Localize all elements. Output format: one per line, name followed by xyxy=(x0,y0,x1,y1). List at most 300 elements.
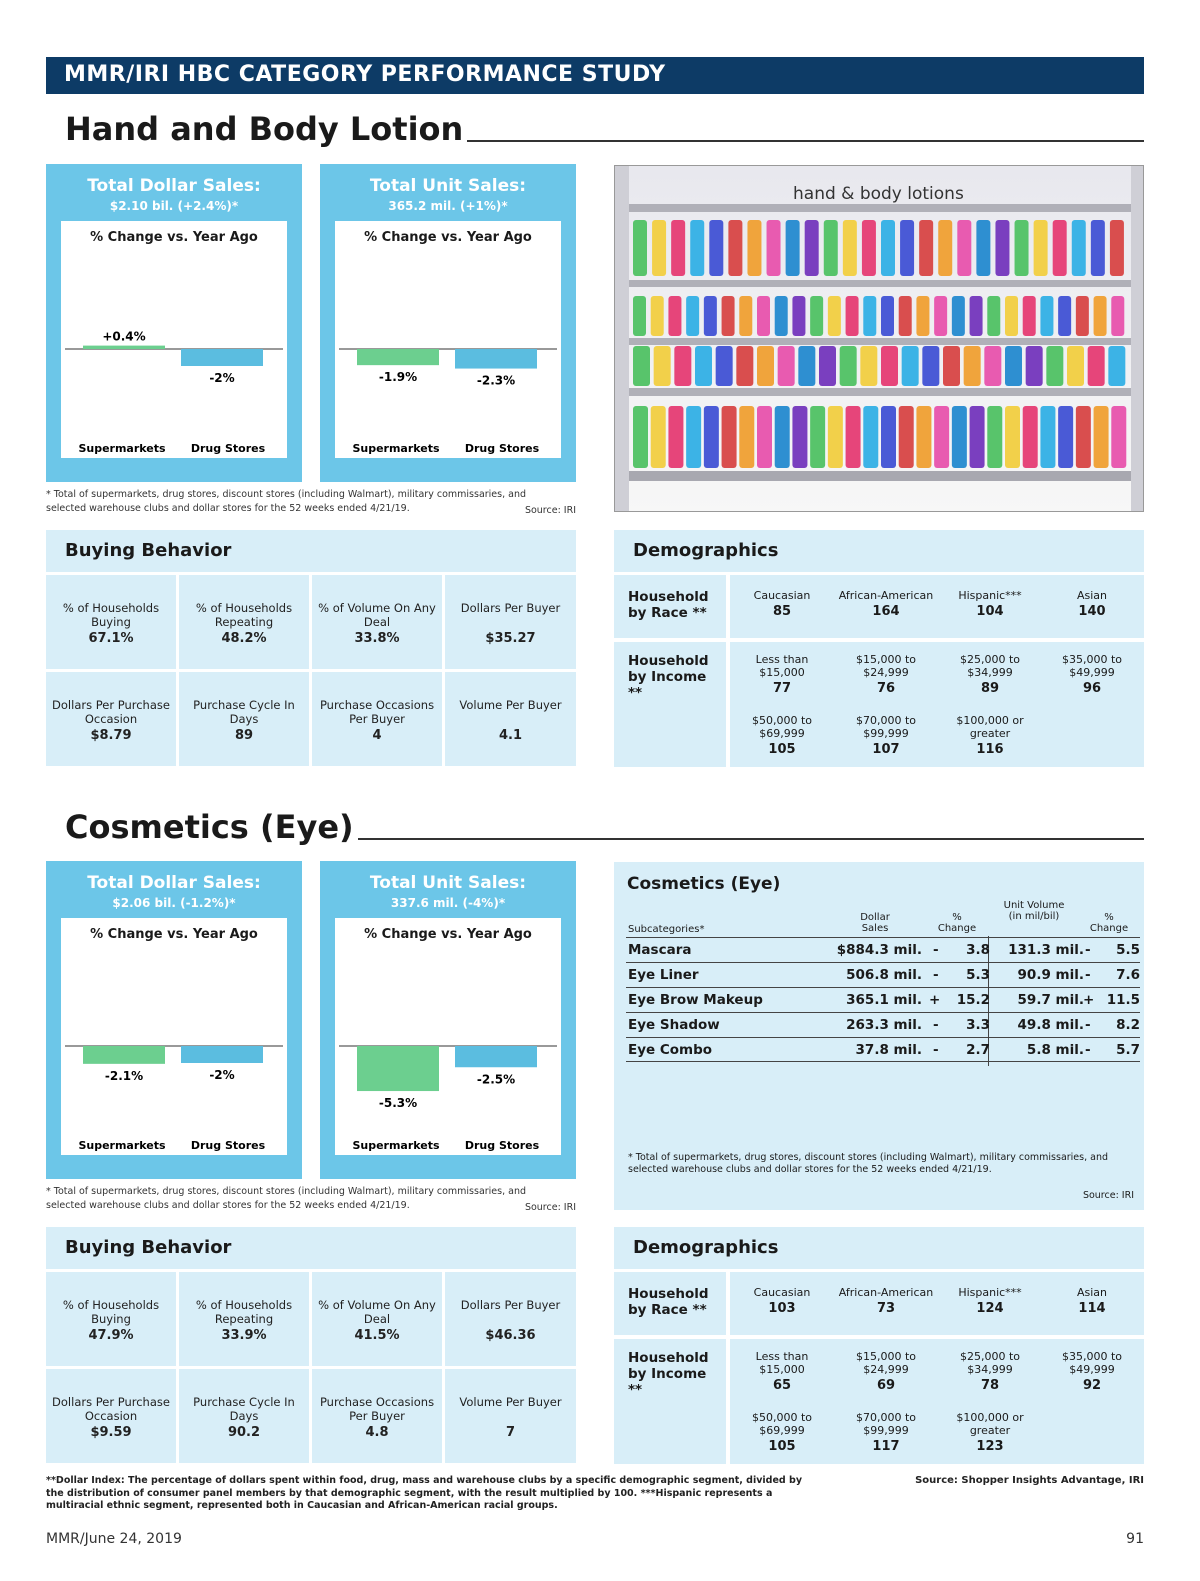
product-item xyxy=(747,220,761,276)
section-title-lotion: Hand and Body Lotion xyxy=(65,110,467,148)
row-name: Eye Combo xyxy=(628,1042,713,1058)
demo-label: $100,000 or greater xyxy=(956,714,1024,740)
product-item xyxy=(843,220,857,276)
demo-cell xyxy=(938,653,1042,695)
panel-title: Total Unit Sales: xyxy=(369,176,527,196)
product-item xyxy=(881,406,896,468)
row-unit: 59.7 mil. xyxy=(1017,992,1084,1008)
product-item xyxy=(846,296,859,336)
row-dollar: $884.3 mil. xyxy=(836,942,922,958)
demo-value: 76 xyxy=(876,681,896,696)
table-row xyxy=(626,962,1140,987)
row-unit: 90.9 mil. xyxy=(1017,967,1084,983)
demo-value: 105 xyxy=(768,1439,796,1454)
row-name: Eye Liner xyxy=(628,967,699,983)
demo-cell xyxy=(1040,1286,1144,1315)
product-item xyxy=(970,406,985,468)
product-item xyxy=(976,220,990,276)
demo-label: African-American xyxy=(838,589,934,602)
demo-label: $25,000 to $34,999 xyxy=(959,1350,1021,1376)
photo-sign: hand & body lotions xyxy=(793,184,964,204)
income-label: Household by Income ** xyxy=(628,653,709,701)
bb-label: % of Households Repeating xyxy=(195,1298,293,1326)
demo-value: 89 xyxy=(980,681,1000,696)
product-item xyxy=(722,296,735,336)
product-item xyxy=(654,346,671,386)
race-values xyxy=(730,1272,1144,1335)
bb-label: Dollars Per Purchase Occasion xyxy=(52,1395,170,1423)
product-item xyxy=(1091,220,1105,276)
product-item xyxy=(757,346,774,386)
section-rule xyxy=(440,140,1144,142)
bb-label: Purchase Occasions Per Buyer xyxy=(319,1395,435,1423)
demographics-eye xyxy=(614,1227,1144,1464)
product-item xyxy=(846,406,861,468)
bar-drug-stores xyxy=(181,1046,263,1063)
demographics-header xyxy=(614,1227,1144,1269)
chart-title: % Change vs. Year Ago xyxy=(90,230,258,245)
bb-cell xyxy=(445,672,576,766)
demo-label: Asian xyxy=(1076,589,1108,602)
row-pct: 7.6 xyxy=(1116,967,1140,983)
bb-value: 4.8 xyxy=(365,1425,389,1440)
chart-area xyxy=(335,918,561,1155)
data-label: -2.3% xyxy=(476,373,516,388)
product-item xyxy=(952,406,967,468)
bb-value: 90.2 xyxy=(227,1425,261,1440)
row-pct: 3.8 xyxy=(966,942,990,958)
product-item xyxy=(775,406,790,468)
section-rule xyxy=(322,838,1144,840)
bb-value: 4 xyxy=(372,728,382,743)
demo-cell xyxy=(834,1350,938,1392)
product-item xyxy=(934,296,947,336)
demo-label: $25,000 to $34,999 xyxy=(959,653,1021,679)
product-item xyxy=(1040,406,1055,468)
bb-label: Volume Per Buyer xyxy=(459,1395,562,1409)
bb-value: 67.1% xyxy=(88,631,134,646)
row-sign: - xyxy=(933,942,939,958)
demo-label: $50,000 to $69,999 xyxy=(751,1411,813,1437)
product-item xyxy=(1108,346,1125,386)
panel-title: Total Unit Sales: xyxy=(369,873,527,893)
race-label-cell xyxy=(614,575,726,638)
row-unit: 49.8 mil. xyxy=(1017,1017,1084,1033)
demo-value: 116 xyxy=(976,742,1004,757)
bb-label: % of Volume On Any Deal xyxy=(318,1298,436,1326)
bb-value: 33.8% xyxy=(354,631,400,646)
row-name: Eye Brow Makeup xyxy=(628,992,763,1008)
product-item xyxy=(1058,296,1071,336)
product-item xyxy=(900,220,914,276)
bb-cell xyxy=(312,1369,442,1463)
bb-value: 48.2% xyxy=(221,631,267,646)
product-item xyxy=(633,346,650,386)
product-item xyxy=(916,296,929,336)
product-item xyxy=(695,346,712,386)
row-sign: - xyxy=(933,1042,939,1058)
product-item xyxy=(798,346,815,386)
table-row xyxy=(626,1037,1140,1062)
demo-value: 117 xyxy=(872,1439,900,1454)
bb-cell xyxy=(312,672,442,766)
demo-value: 107 xyxy=(872,742,900,757)
product-item xyxy=(792,296,805,336)
category-label: Supermarkets xyxy=(352,1139,440,1152)
bar-supermarkets xyxy=(83,346,165,349)
bb-label: Dollars Per Buyer xyxy=(460,1298,561,1312)
bar-supermarkets xyxy=(83,1046,165,1064)
header-subcategories: Subcategories* xyxy=(628,924,705,935)
product-item xyxy=(704,406,719,468)
bar-chart xyxy=(61,221,287,458)
demo-value: 164 xyxy=(872,604,900,619)
demo-cell xyxy=(730,1286,834,1315)
bar-drug-stores xyxy=(455,349,537,369)
demo-cell xyxy=(730,653,834,695)
bb-label: Dollars Per Buyer xyxy=(460,601,561,615)
bb-cell xyxy=(179,575,309,669)
product-item xyxy=(810,406,825,468)
row-sign: - xyxy=(1085,967,1091,983)
row-sign: + xyxy=(929,992,941,1008)
bb-cell xyxy=(179,1369,309,1463)
demo-cell xyxy=(938,1350,1042,1392)
demo-cell xyxy=(938,1411,1042,1453)
product-item xyxy=(1015,220,1029,276)
data-label: +0.4% xyxy=(102,329,146,344)
demo-cell xyxy=(1040,653,1144,695)
row-name: Mascara xyxy=(628,942,692,958)
demo-label: $100,000 or greater xyxy=(956,1411,1024,1437)
category-label: Drug Stores xyxy=(464,442,540,455)
product-item xyxy=(674,346,691,386)
row-pct: 15.2 xyxy=(956,992,990,1008)
buying-behavior-lotion xyxy=(46,530,576,767)
product-item xyxy=(943,346,960,386)
data-label: -2% xyxy=(209,1068,235,1082)
product-item xyxy=(1023,406,1038,468)
demo-value: 92 xyxy=(1082,1378,1102,1393)
product-item xyxy=(828,296,841,336)
product-item xyxy=(686,406,701,468)
table-row xyxy=(626,987,1140,1012)
product-item xyxy=(668,296,681,336)
row-sign: + xyxy=(1083,992,1095,1008)
product-item xyxy=(828,406,843,468)
header-unit-volume: Unit Volume (in mil/bil) xyxy=(1003,900,1065,922)
footnote-source: Source: IRI xyxy=(524,1202,576,1213)
demo-cell xyxy=(834,1286,938,1315)
product-item xyxy=(1026,346,1043,386)
demo-label: Less than $15,000 xyxy=(755,653,809,679)
product-item xyxy=(964,346,981,386)
demographics-title: Demographics xyxy=(633,1237,779,1258)
bb-value: 47.9% xyxy=(88,1328,134,1343)
header-dollar-sales: Dollar Sales xyxy=(860,912,890,934)
bar-supermarkets xyxy=(357,1046,439,1091)
product-item xyxy=(1058,406,1073,468)
data-label: -2.1% xyxy=(104,1068,144,1083)
sales-footnote xyxy=(46,488,576,518)
bb-value: 7 xyxy=(505,1425,516,1440)
shelf-illustration xyxy=(615,166,1144,512)
chart-title: % Change vs. Year Ago xyxy=(90,927,258,942)
demo-value: 69 xyxy=(876,1378,896,1393)
product-item xyxy=(1111,406,1126,468)
row-pct: 8.2 xyxy=(1116,1017,1140,1033)
product-item xyxy=(952,296,965,336)
product-item xyxy=(633,220,647,276)
buying-behavior-title: Buying Behavior xyxy=(65,540,232,561)
product-item xyxy=(1094,296,1107,336)
product-item xyxy=(739,406,754,468)
demo-cell xyxy=(730,589,834,618)
demo-cell xyxy=(730,714,834,756)
row-pct: 5.3 xyxy=(966,967,990,983)
race-label-cell xyxy=(614,1272,726,1335)
product-item xyxy=(987,296,1000,336)
product-item xyxy=(922,346,939,386)
product-item xyxy=(736,346,753,386)
table-note: * Total of supermarkets, drug stores, discount stores (including Walmart), military commissaries, and selected warehouse clubs and dollar stores for the 52 weeks ended 4/21/19. xyxy=(628,1152,1109,1175)
bb-label: Purchase Cycle In Days xyxy=(193,1395,295,1423)
table-title: Cosmetics (Eye) xyxy=(627,874,781,894)
bar-supermarkets xyxy=(357,349,439,365)
product-item xyxy=(881,220,895,276)
panel-title: Total Dollar Sales: xyxy=(87,873,261,893)
row-dollar: 37.8 mil. xyxy=(855,1042,922,1058)
footnote-text: * Total of supermarkets, drug stores, discount stores (including Walmart), military commissaries, and selected warehouse clubs and dollar stores for the 52 weeks ended 4/21/19. xyxy=(46,1186,527,1211)
bb-cell xyxy=(46,672,176,766)
product-item xyxy=(863,296,876,336)
demo-cell xyxy=(938,589,1042,618)
demo-value: 124 xyxy=(976,1301,1004,1316)
data-label: -1.9% xyxy=(378,370,418,385)
bb-cell xyxy=(312,1272,442,1366)
product-item xyxy=(881,296,894,336)
income-label-cell xyxy=(614,642,726,767)
product-item xyxy=(987,406,1002,468)
product-item xyxy=(757,296,770,336)
bb-value: 89 xyxy=(234,728,254,743)
report-banner xyxy=(46,57,1144,94)
footnote-source: Source: IRI xyxy=(524,505,576,516)
row-unit: 131.3 mil. xyxy=(1008,942,1084,958)
demo-label: $35,000 to $49,999 xyxy=(1061,1350,1123,1376)
income-values xyxy=(730,1339,1144,1464)
income-label: Household by Income ** xyxy=(628,1350,709,1398)
bb-label: % of Households Buying xyxy=(62,1298,160,1326)
row-pct: 11.5 xyxy=(1106,992,1140,1008)
race-values xyxy=(730,575,1144,638)
product-item xyxy=(1023,296,1036,336)
bb-value: $9.59 xyxy=(90,1425,132,1440)
row-pct: 2.7 xyxy=(966,1042,990,1058)
product-item xyxy=(633,296,646,336)
product-item xyxy=(757,406,772,468)
demo-label: $70,000 to $99,999 xyxy=(855,1411,917,1437)
footnote-text: * Total of supermarkets, drug stores, discount stores (including Walmart), military commissaries, and selected warehouse clubs and dollar stores for the 52 weeks ended 4/21/19. xyxy=(46,489,527,514)
product-item xyxy=(1005,346,1022,386)
demographics-title: Demographics xyxy=(633,540,779,561)
panel-subtitle: $2.06 bil. (-1.2%)* xyxy=(112,896,236,910)
header-pct-change: % Change xyxy=(937,912,977,934)
demo-value: 85 xyxy=(772,604,792,619)
product-item xyxy=(1072,220,1086,276)
dollar-index-note: **Dollar Index: The percentage of dollars spent within food, drug, mass and warehouse clubs by a specific demographic segment, divided by the distribution of consumer panel members by that demographic segment, with the result multiplied by 100. ***Hispanic represents a multiracial ethnic segment, represented both in Caucasian and African-American racial groups. xyxy=(46,1475,803,1511)
demo-value: 105 xyxy=(768,742,796,757)
product-item xyxy=(805,220,819,276)
panel-subtitle: 365.2 mil. (+1%)* xyxy=(388,199,508,213)
publication-date: MMR/June 24, 2019 xyxy=(46,1531,182,1547)
demo-cell xyxy=(730,1411,834,1453)
product-item xyxy=(860,346,877,386)
product-item xyxy=(722,406,737,468)
demo-label: $15,000 to $24,999 xyxy=(855,1350,917,1376)
header-pct-change: % Change xyxy=(1089,912,1129,934)
panel-subtitle: 337.6 mil. (-4%)* xyxy=(390,896,506,910)
product-item xyxy=(690,220,704,276)
product-item xyxy=(716,346,733,386)
row-sign: - xyxy=(1085,942,1091,958)
buying-behavior-title: Buying Behavior xyxy=(65,1237,232,1258)
bb-value: $8.79 xyxy=(90,728,132,743)
demo-label: $70,000 to $99,999 xyxy=(855,714,917,740)
bb-label: % of Volume On Any Deal xyxy=(318,601,436,629)
demo-label: Caucasian xyxy=(753,589,811,602)
bb-cell xyxy=(179,1272,309,1366)
table-row xyxy=(626,937,1140,962)
category-label: Drug Stores xyxy=(464,1139,540,1152)
demo-label: Caucasian xyxy=(753,1286,811,1299)
product-item xyxy=(1067,346,1084,386)
product-item xyxy=(881,346,898,386)
chart-area xyxy=(61,918,287,1155)
demographics-header xyxy=(614,530,1144,572)
bb-label: Dollars Per Purchase Occasion xyxy=(52,698,170,726)
product-item xyxy=(984,346,1001,386)
demo-cell xyxy=(834,1411,938,1453)
bb-cell xyxy=(445,1369,576,1463)
demo-cell xyxy=(834,714,938,756)
bb-value: $46.36 xyxy=(485,1328,536,1343)
product-item xyxy=(1094,406,1109,468)
buying-behavior-eye xyxy=(46,1227,576,1464)
demo-cell xyxy=(834,653,938,695)
row-sign: - xyxy=(933,967,939,983)
product-item xyxy=(1046,346,1063,386)
row-pct: 5.7 xyxy=(1116,1042,1140,1058)
product-item xyxy=(671,220,685,276)
demo-value: 140 xyxy=(1078,604,1106,619)
subcategory-table xyxy=(614,862,1144,1210)
product-item xyxy=(902,346,919,386)
bb-cell xyxy=(46,1272,176,1366)
product-item xyxy=(775,296,788,336)
demo-label: Hispanic*** xyxy=(958,1286,1022,1299)
row-sign: - xyxy=(933,1017,939,1033)
demo-cell xyxy=(730,1350,834,1392)
bar-drug-stores xyxy=(455,1046,537,1067)
chart-title: % Change vs. Year Ago xyxy=(364,230,532,245)
sales-footnote xyxy=(46,1185,576,1215)
store-shelf-photo xyxy=(614,165,1144,512)
row-sign: - xyxy=(1085,1017,1091,1033)
product-item xyxy=(786,220,800,276)
demo-label: Less than $15,000 xyxy=(755,1350,809,1376)
product-item xyxy=(739,296,752,336)
product-item xyxy=(862,220,876,276)
panel-title: Total Dollar Sales: xyxy=(87,176,261,196)
product-item xyxy=(651,296,664,336)
data-label: -5.3% xyxy=(378,1096,418,1111)
income-label-cell xyxy=(614,1339,726,1464)
category-label: Supermarkets xyxy=(352,442,440,455)
demo-label: African-American xyxy=(838,1286,934,1299)
product-item xyxy=(686,296,699,336)
product-item xyxy=(863,406,878,468)
product-item xyxy=(633,406,648,468)
bb-cell xyxy=(445,1272,576,1366)
row-sign: - xyxy=(1085,1042,1091,1058)
demo-cell xyxy=(938,1286,1042,1315)
demo-label: Hispanic*** xyxy=(958,589,1022,602)
bb-cell xyxy=(445,575,576,669)
product-item xyxy=(704,296,717,336)
row-pct: 5.5 xyxy=(1116,942,1140,958)
demo-value: 104 xyxy=(976,604,1004,619)
demo-label: Asian xyxy=(1076,1286,1108,1299)
product-item xyxy=(1088,346,1105,386)
product-item xyxy=(1110,220,1124,276)
row-unit: 5.8 mil. xyxy=(1026,1042,1084,1058)
banner-title: MMR/IRI HBC CATEGORY PERFORMANCE STUDY xyxy=(64,62,666,87)
product-item xyxy=(728,220,742,276)
bb-value: 33.9% xyxy=(221,1328,267,1343)
dollar-sales-panel-lotion xyxy=(46,164,302,482)
product-item xyxy=(778,346,795,386)
race-label: Household by Race ** xyxy=(628,589,709,621)
demo-label: $50,000 to $69,999 xyxy=(751,714,813,740)
bb-label: Purchase Occasions Per Buyer xyxy=(319,698,435,726)
data-label: -2.5% xyxy=(476,1072,516,1087)
demo-value: 123 xyxy=(976,1439,1004,1454)
bb-cell xyxy=(46,575,176,669)
product-item xyxy=(1076,296,1089,336)
demo-value: 114 xyxy=(1078,1301,1106,1316)
category-label: Drug Stores xyxy=(190,442,266,455)
product-item xyxy=(970,296,983,336)
product-item xyxy=(810,296,823,336)
row-name: Eye Shadow xyxy=(628,1017,720,1033)
panel-subtitle: $2.10 bil. (+2.4%)* xyxy=(109,199,239,213)
buying-behavior-header xyxy=(46,1227,576,1269)
product-item xyxy=(824,220,838,276)
chart-area xyxy=(61,221,287,458)
bb-cell xyxy=(179,672,309,766)
data-label: -2% xyxy=(209,371,235,385)
bb-value: $35.27 xyxy=(485,631,536,646)
bar-chart xyxy=(335,918,561,1155)
product-item xyxy=(916,406,931,468)
unit-sales-panel-eye xyxy=(320,861,576,1179)
section-title-eye: Cosmetics (Eye) xyxy=(65,808,358,846)
bottom-source: Source: Shopper Insights Advantage, IRI xyxy=(915,1475,1144,1486)
bar-chart xyxy=(335,221,561,458)
bb-label: Volume Per Buyer xyxy=(459,698,562,712)
demo-cell xyxy=(1040,589,1144,618)
